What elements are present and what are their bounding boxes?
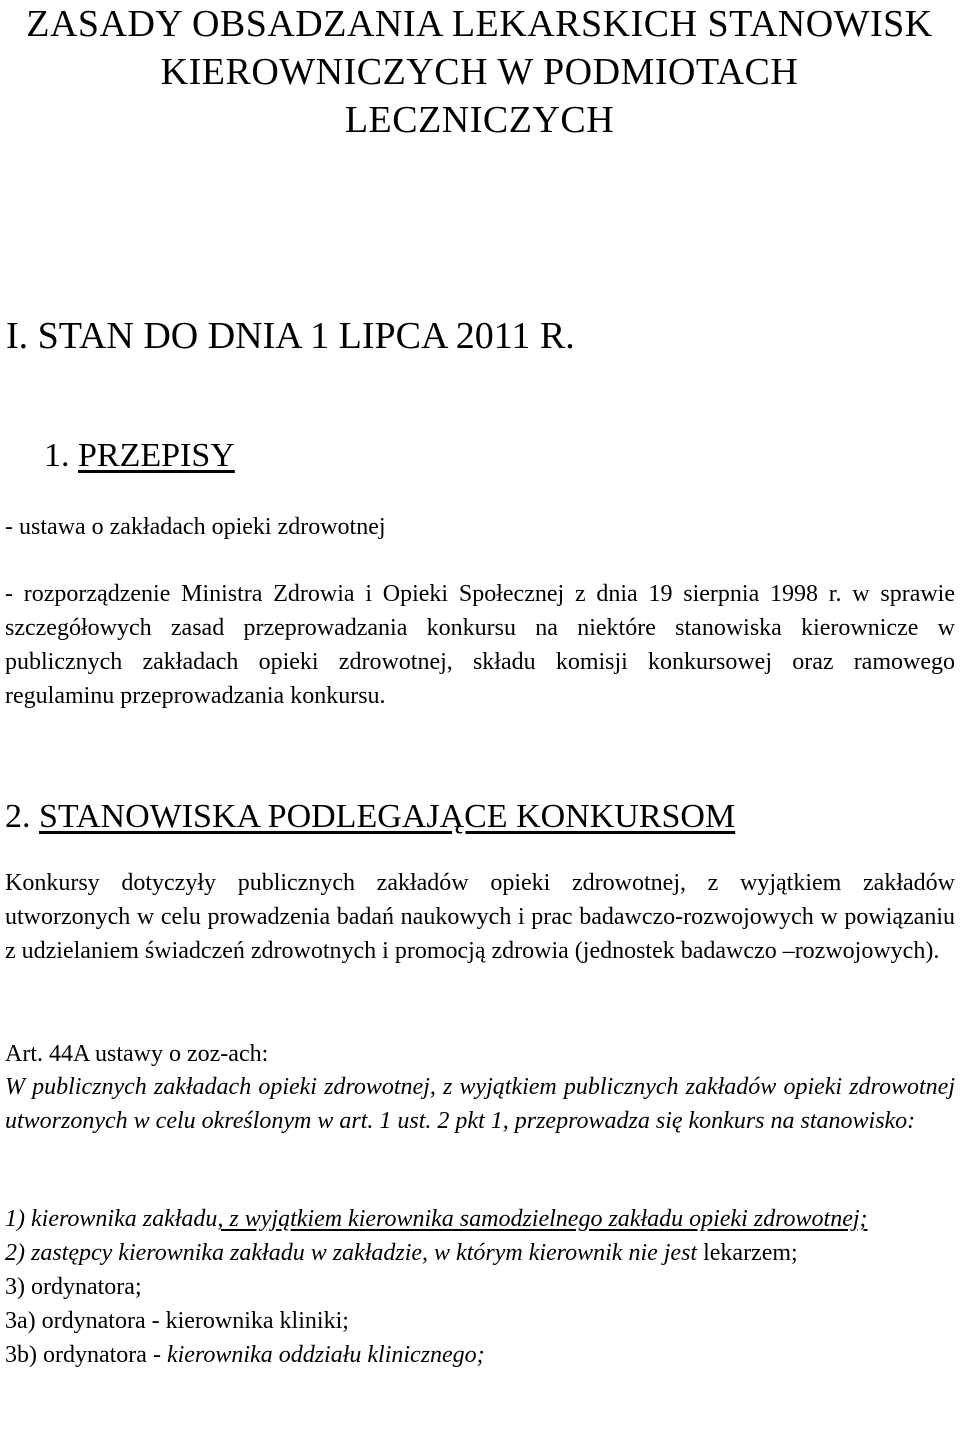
title-line-3: LECZNICZYCH (344, 99, 615, 141)
list-item: 3) ordynatora; (5, 1274, 142, 1300)
list-item (5, 1202, 955, 1236)
list-item (5, 1338, 955, 1372)
section-heading: I. STAN DO DNIA 1 LIPCA 2011 R. (6, 315, 575, 357)
subheading-label: PRZEPISY (78, 437, 235, 474)
subheading-number: 2. (5, 798, 39, 835)
title-line-1: ZASADY OBSADZANIA LEKARSKICH STANOWISK (26, 3, 933, 45)
list-item (5, 1236, 955, 1270)
list-item: 3a) ordynatora - kierownika kliniki; (5, 1308, 349, 1334)
body-paragraph: Konkursy dotyczyły publicznych zakładów opieki zdrowotnej, z wyjątkiem zakładów utworzonych w celu prowadzenia badań naukowych i prac badawczo-rozwojowych w powiązaniu z udzielaniem świadczeń zdrowotnych i promocją zdrowia (jednostek badawczo –rozwojowych). (5, 870, 955, 964)
position-list (5, 1202, 955, 1372)
list-item-text: , z wyjątkiem kierownika samodzielnego zakładu opieki zdrowotnej; (217, 1206, 868, 1232)
subheading-number: 1. (44, 437, 78, 474)
list-item-text: lekarzem; (697, 1240, 798, 1266)
list-item-text: 2) zastępcy kierownika zakładu w zakładzie, w którym kierownik nie jest (5, 1240, 698, 1266)
subheading-regulations (44, 435, 235, 477)
law-item-1: - ustawa o zakładach opieki zdrowotnej (5, 514, 386, 540)
list-item-text: kierownika oddziału klinicznego; (166, 1342, 485, 1368)
list-item-text: 3b) ordynatora - (5, 1342, 167, 1368)
article-reference: Art. 44A ustawy o zoz-ach: (5, 1041, 269, 1067)
document-title (5, 0, 954, 144)
subheading-positions (5, 796, 735, 838)
list-item-text: 1) kierownika zakładu (5, 1206, 218, 1232)
law-item-2: - rozporządzenie Ministra Zdrowia i Opieki Społecznej z dnia 19 sierpnia 1998 r. w sprawie szczegółowych zasad przeprowadzania konkursu na niektóre stanowiska kierownicze w publicznych zakładach opieki zdrowotnej, składu komisji konkursowej oraz ramowego regulaminu przeprowadzania konkursu. (5, 581, 955, 709)
subheading-label: STANOWISKA PODLEGAJĄCE KONKURSOM (39, 798, 736, 835)
article-quote: W publicznych zakładach opieki zdrowotnej, z wyjątkiem publicznych zakładów opieki zdrowotnej utworzonych w celu określonym w art. 1 ust. 2 pkt 1, przeprowadza się konkurs na stanowisko: (5, 1074, 955, 1134)
title-line-2: KIEROWNICZYCH W PODMIOTACH (160, 51, 799, 93)
